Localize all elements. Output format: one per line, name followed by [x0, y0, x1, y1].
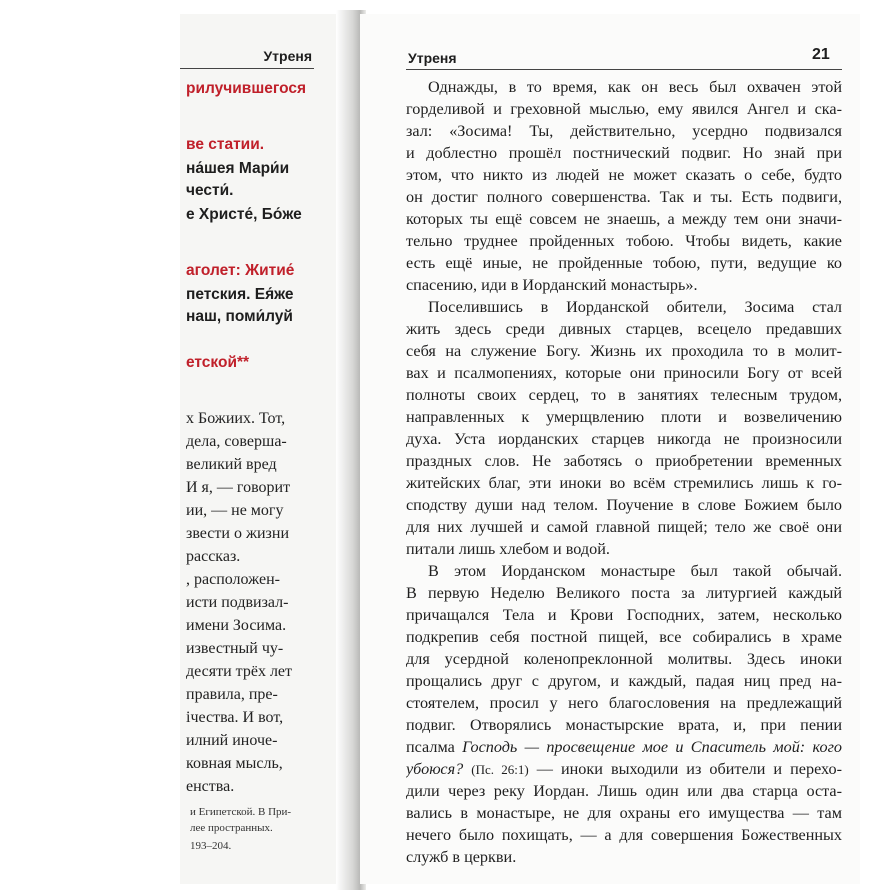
- text-line: направленных к умерщвлению плоти и возвеличению: [406, 408, 842, 426]
- text-line-psalm-end: [406, 758, 842, 780]
- text-line: вались в монастыре, не для охраны его имущества — там: [406, 804, 842, 822]
- text-line: спасению, иди в Иорданский монастырь».: [406, 276, 698, 294]
- left-red-line: рилучившегося: [186, 80, 307, 97]
- text-line: себя на служение Богу. Жизнь их проходила то в молит-: [406, 342, 842, 360]
- psalm-quote-italic-end: убоюся?: [406, 760, 464, 778]
- text-line: полноты своих сердец, то в занятиях телесным трудом,: [406, 386, 842, 404]
- text-line: подвиг. Отворялись монастырские врата, и, при пении: [406, 716, 842, 734]
- text-line: стоятелем, просил у него благословения на предлежащий: [406, 694, 842, 712]
- left-footnote-line: и Египетской. В При-: [190, 806, 292, 818]
- left-footnote-line: лее пространных.: [190, 822, 273, 834]
- text-line: для них лучшей и самой главной пищей; тело же своё они: [406, 518, 842, 536]
- psalm-reference: (Пс. 26:1): [471, 762, 529, 777]
- text-line: В первую Неделю Великого поста за литургией каждый: [406, 584, 842, 602]
- left-body-line: известный чу-: [186, 640, 284, 657]
- page-number: 21: [812, 46, 830, 63]
- text-line: зал: «Зосима! Ты, действительно, усердно подвизался: [406, 122, 842, 140]
- psalm-quote-italic: Господь — просвещение мое и Спаситель мой: кого: [462, 738, 842, 756]
- text-span: — иноки выходили из обители и перехо-: [536, 760, 842, 778]
- text-line: он достиг полного совершенства. Так и ты. Есть подвиги,: [406, 188, 842, 206]
- left-bold-line: петския. Ея́же: [186, 286, 294, 303]
- text-line: В этом Иорданском монастыре был такой обычай.: [428, 562, 842, 580]
- running-header-title: Утреня: [408, 50, 457, 66]
- text-line: вах и псалмопениях, которые они приносили Богу от всей: [406, 364, 842, 382]
- text-line: служб в церкви.: [406, 848, 517, 866]
- left-body-line: , расположен-: [186, 571, 280, 588]
- left-bold-line: на́шея Мари́и: [186, 160, 290, 177]
- text-line: жить здесь среди дивных старцев, всецело предавших: [406, 320, 842, 338]
- text-line: тельно труднее пройденных тобою. Чтобы видеть, какие: [406, 232, 842, 250]
- text-line: житейских благ, эти иноки во всём стремились лишь к го-: [406, 474, 842, 492]
- text-line: питали лишь хлебом и водой.: [406, 540, 610, 558]
- left-body-line: енства.: [186, 778, 235, 795]
- left-page-header: Утреня: [263, 48, 312, 64]
- left-body-line: ковная мысль,: [186, 755, 283, 772]
- text-line: которых ты ещё совсем не знаешь, а между тем они значи-: [406, 210, 842, 228]
- left-body-line: звести о жизни: [186, 525, 289, 542]
- left-body-line: ии, — не могу: [186, 502, 284, 519]
- page-body-text: [406, 76, 842, 868]
- left-body-line: илний иноче-: [186, 732, 278, 749]
- text-line: дили через реку Иордан. Лишь один или два старца оста-: [406, 782, 842, 800]
- left-body-line: х Божиих. Тот,: [186, 410, 286, 427]
- text-line: и доблестно прошёл постнический подвиг. Но знай при: [406, 144, 842, 162]
- left-body-line: дела, соверша-: [186, 433, 287, 450]
- text-line: духа. Уста иорданских старцев никогда не произносили: [406, 430, 842, 448]
- left-bold-line: наш, поми́луй: [186, 308, 293, 325]
- right-page: [360, 14, 860, 884]
- text-span: псалма: [406, 738, 455, 756]
- text-line: Однажды, в то время, как он весь был охвачен этой: [428, 78, 842, 96]
- header-rule: [406, 69, 842, 70]
- text-line: этом, что никто из людей не может сказать о себе, будто: [406, 166, 842, 184]
- left-red-line: аголет: Житие́: [186, 262, 295, 279]
- left-page: [180, 14, 340, 884]
- text-line: горделивой и греховной мыслью, ему явился Ангел и ска-: [406, 100, 842, 118]
- text-line: подкрепив себя постной пищей, все собирались в храме: [406, 628, 842, 646]
- left-header-rule: [180, 68, 314, 69]
- left-body-line: исти подвизал-: [186, 594, 289, 611]
- left-body-line: имени Зосима.: [186, 617, 287, 634]
- left-bold-line: е Христе́, Бо́же: [186, 206, 302, 223]
- left-body-line: правила, пре-: [186, 686, 278, 703]
- left-body-line: ічества. И вот,: [186, 709, 284, 726]
- text-line: для усердной коленопреклонной молитвы. Здесь иноки: [406, 650, 842, 668]
- left-body-line: десяти трёх лет: [186, 663, 293, 680]
- text-line: есть ещё иные, не пройденные тобою, пути, ведущие ко: [406, 254, 842, 272]
- left-footnote-line: 193–204.: [190, 840, 232, 852]
- left-body-line: рассказ.: [186, 548, 241, 565]
- text-line-psalm: [406, 736, 842, 758]
- text-line: Поселившись в Иорданской обители, Зосима стал: [428, 298, 842, 316]
- left-bold-line: чести́.: [186, 182, 234, 199]
- left-body-line: великий вред: [186, 456, 277, 473]
- text-line: причащался Тела и Крови Господних, затем, несколько: [406, 606, 842, 624]
- text-line: нечего было похищать, — а для совершения Божественных: [406, 826, 842, 844]
- text-line: праздных слов. Не заботясь о приобретении временных: [406, 452, 842, 470]
- text-line: сподству души над телом. Поучение в слове Божием было: [406, 496, 842, 514]
- left-red-line: етской**: [186, 354, 250, 371]
- text-line: прощались друг с другом, и каждый, падая ниц пред на-: [406, 672, 842, 690]
- left-body-line: И я, — говорит: [186, 479, 291, 496]
- left-red-line: ве статии.: [186, 136, 265, 153]
